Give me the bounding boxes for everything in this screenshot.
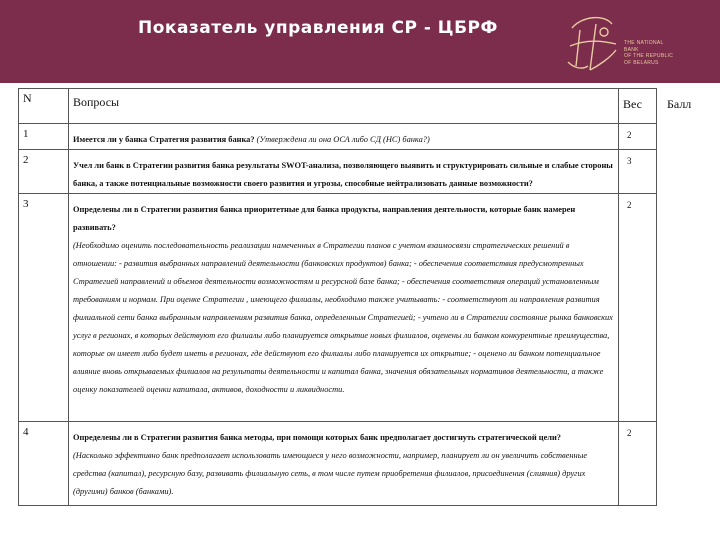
question-note: (Необходимо оценить последовательность реализации намеченных в Стратегии планов с учетом взаимосвязи стратегических решений в отношении: - развития выбранных направлений деятельности (банковских продуктов) банка; - обеспечения соответствия предусмотренных Стратегией направлений и объемов деятельности возможностям и ресурсной базе банка; - обеспечения соответствия операций установленным требованиям и нормам. При оценке Стратегии , имеющего филиалы, необходимо также учитывать: - соответствуют ли направления развития филиальной сети банка выбранным направлениям развития банка, определенным Стратегией; - учтено ли в Стратегии состояние рынка банковских услуг в регионах, в которых действуют его филиалы либо планируется открытие новых филиалов, оценены ли банком конкурентные преимущества, которые он имеет либо будет иметь в регионах, где действуют его филиалы либо планируется их открытие; - оценено ли банком потенциальное влияние вновь открываемых филиалов на результаты деятельности и капитал банка, значения обязательных нормативов деятельности, а также оценку показателей оценки капитала, активов, доходности и ликвидности. bbox=[73, 241, 613, 394]
criteria-table bbox=[18, 88, 719, 506]
row-number: 2 bbox=[19, 150, 69, 194]
question-cell bbox=[69, 150, 619, 194]
question-cell bbox=[69, 124, 619, 150]
table-row bbox=[19, 150, 719, 194]
question-text: Определены ли в Стратегии развития банка приоритетные для банка продукты, направления деятельности, которые банк намерен развивать? bbox=[73, 205, 576, 232]
question-text: Определены ли в Стратегии развития банка методы, при помощи которых банк предполагает достигнуть стратегической цели? bbox=[73, 433, 561, 442]
column-header-question: Вопросы bbox=[69, 89, 619, 124]
question-note: (Утверждена ли она ОСА либо СД (НС) банка?) bbox=[256, 135, 430, 144]
weight-value: 2 bbox=[619, 194, 657, 422]
row-number: 1 bbox=[19, 124, 69, 150]
weight-value: 2 bbox=[619, 124, 657, 150]
question-text: Имеется ли у банка Стратегия развития банка? bbox=[73, 135, 257, 144]
table-row bbox=[19, 194, 719, 422]
score-cell bbox=[657, 194, 719, 422]
column-header-num: N bbox=[19, 89, 69, 124]
question-note: (Насколько эффективно банк предполагает использовать имеющиеся у него возможности, например, планирует ли он увеличить собственные средства (капитал), ресурсную базу, развивать филиальную сеть, в том числе путем приобретения филиалов, присоединения (слияния) других (другими) банков (банками). bbox=[73, 451, 588, 496]
table-row bbox=[19, 124, 719, 150]
table-header-row bbox=[19, 89, 719, 124]
weight-value: 3 bbox=[619, 150, 657, 194]
score-cell bbox=[657, 422, 719, 506]
row-number: 4 bbox=[19, 422, 69, 506]
bank-logo bbox=[560, 10, 710, 76]
title-band bbox=[0, 0, 720, 83]
column-header-weight: Вес bbox=[619, 89, 657, 124]
weight-value: 2 bbox=[619, 422, 657, 506]
logo-line: THE NATIONAL bbox=[624, 40, 664, 46]
bank-monogram-icon bbox=[560, 10, 630, 76]
logo-line: BANK bbox=[624, 46, 639, 53]
table-row bbox=[19, 422, 719, 506]
row-number: 3 bbox=[19, 194, 69, 422]
question-cell bbox=[69, 422, 619, 506]
page-title: Показатель управления СР - ЦБРФ bbox=[138, 18, 498, 38]
score-cell bbox=[657, 124, 719, 150]
question-cell bbox=[69, 194, 619, 422]
logo-line: OF THE REPUBLIC bbox=[624, 53, 674, 59]
logo-caption bbox=[624, 40, 673, 66]
question-text: Учел ли банк в Стратегии развития банка результаты SWOT-анализа, позволяющего выявить и структурировать сильные и слабые стороны банка, а также потенциальные возможности своего развития и угрозы, способные нейтрализовать данные возможности? bbox=[73, 161, 613, 188]
column-header-score: Балл bbox=[667, 96, 692, 111]
score-cell bbox=[657, 150, 719, 194]
logo-line: OF BELARUS bbox=[624, 59, 659, 66]
